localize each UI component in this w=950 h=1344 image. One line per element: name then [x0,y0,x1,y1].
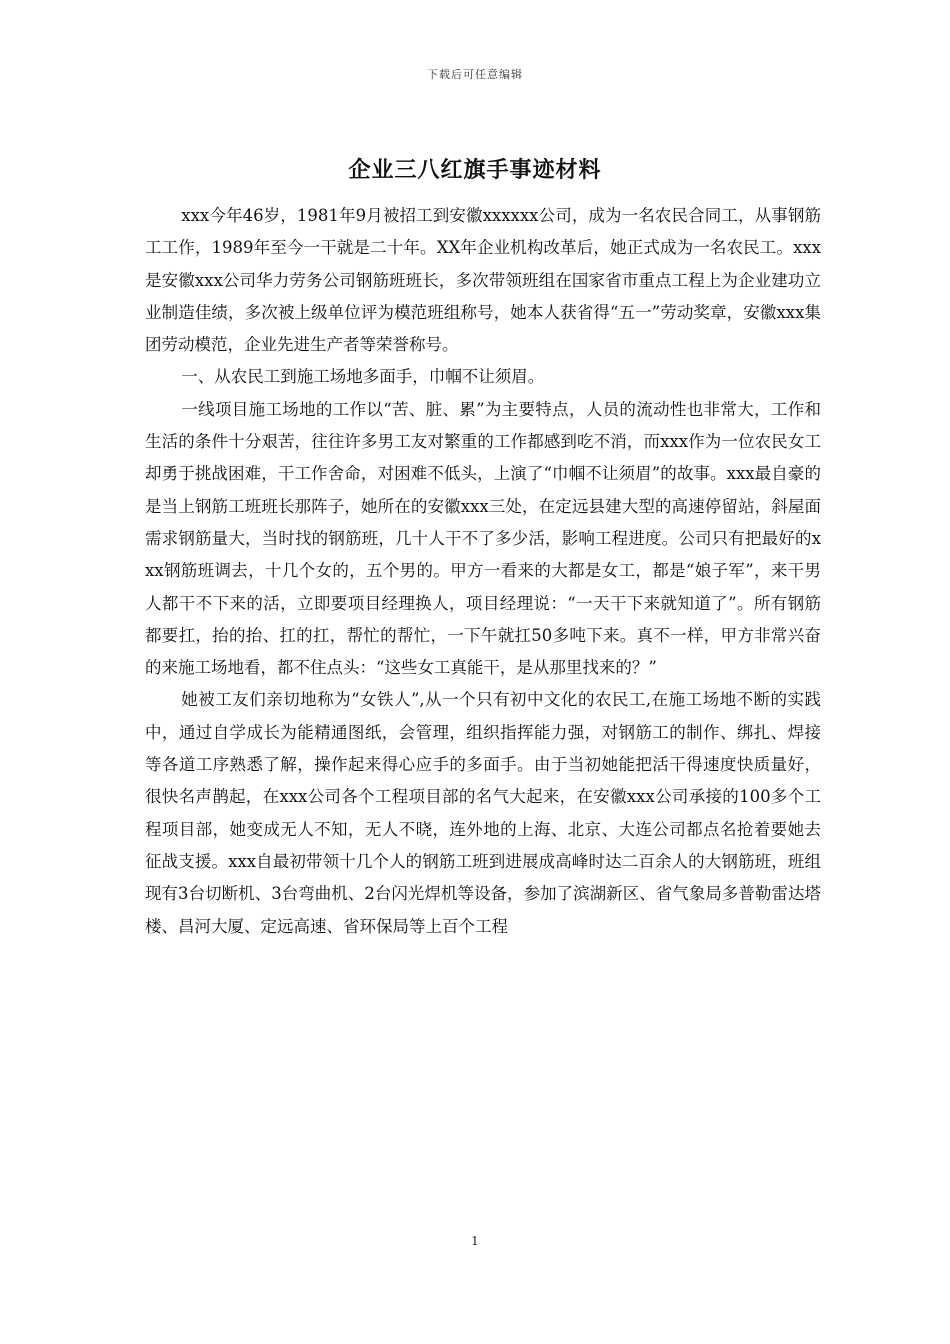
document-body [145,200,821,943]
paragraph-achievements: 她被工友们亲切地称为“女铁人”,从一个只有初中文化的农民工,在施工场地不断的实践中，通过自学成长为能精通图纸，会管理，组织指挥能力强，对钢筋工的制作、绑扎、焊接等各道工序熟悉了解，操作起来得心应手的多面手。由于当初她能把活干得速度快质量好，很快名声鹊起，在xxx公司各个工程项目部的名气大起来，在安徽xxx公司承接的100多个工程项目部，她变成无人不知，无人不晓，连外地的上海、北京、大连公司都点名抢着要她去征战支援。xxx自最初带领十几个人的钢筋工班到进展成高峰时达二百余人的大钢筋班，班组现有3台切断机、3台弯曲机、2台闪光焊机等设备，参加了滨湖新区、省气象局多普勒雷达塔楼、昌河大厦、定远高速、省环保局等上百个工程 [145,690,821,936]
paragraph-story: 一线项目施工场地的工作以“苦、脏、累”为主要特点，人员的流动性也非常大，工作和生活的条件十分艰苦，往往许多男工友对繁重的工作都感到吃不消，而xxx作为一位农民女工却勇于挑战困难，干工作舍命，对困难不低头，上演了“巾帼不让须眉”的故事。xxx最自豪的是当上钢筋工班班长那阵子，她所在的安徽xxx三处，在定远县建大型的高速停留站，斜屋面需求钢筋量大，当时找的钢筋班，几十人干不了多少活，影响工程进度。公司只有把最好的xxx钢筋班调去，十几个女的，五个男的。甲方一看来的大都是女工，都是“娘子军”，来干男人都干不下来的活，立即要项目经理换人，项目经理说：“一天干下来就知道了”。所有钢筋都要扛，抬的抬、扛的扛，帮忙的帮忙，一下午就扛50多吨下来。真不一样，甲方非常兴奋的来施工场地看，都不住点头：“这些女工真能干，是从那里找来的？” [145,399,821,678]
document-title: 企业三八红旗手事迹材料 [348,157,602,183]
header-note: 下载后可任意编辑 [427,68,523,81]
page-number: 1 [471,1234,479,1248]
section-heading: 一、从农民工到施工场地多面手，巾帼不让须眉。 [181,367,545,387]
paragraph-intro: xxx今年46岁，1981年9月被招工到安徽xxxxxx公司，成为一名农民合同工，从事钢筋工工作，1989年至今一干就是二十年。XX年企业机构改革后，她正式成为一名农民工。xxx是安徽xxx公司华力劳务公司钢筋班班长，多次带领班组在国家省市重点工程上为企业建功立业制造佳绩，多次被上级单位评为模范班组称号，她本人获省得“五一”劳动奖章，安徽xxx集团劳动模范，企业先进生产者等荣誉称号。 [145,206,821,355]
